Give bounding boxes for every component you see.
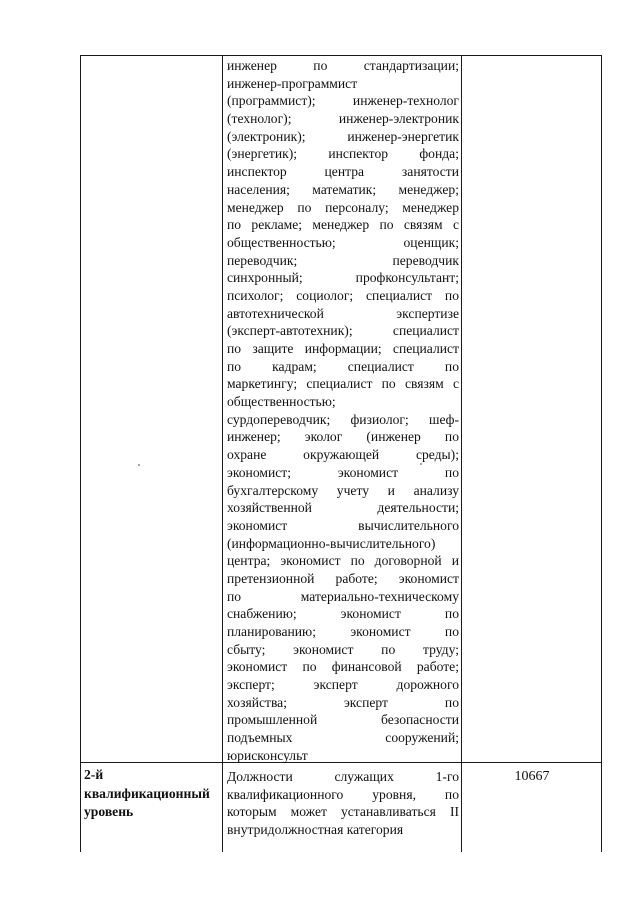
- text-line: эксперт; эксперт дорожного: [227, 677, 459, 693]
- text-line: инженер-программист: [227, 75, 358, 91]
- text-line: по кадрам; специалист по: [227, 358, 459, 374]
- text-line: сбыту; экономист по труду;: [227, 641, 459, 657]
- text-line: подъемных сооружений;: [227, 730, 459, 746]
- text-line: Должности служащих 1-го: [227, 769, 459, 784]
- text-line: инженер; эколог (инженер по: [227, 429, 459, 445]
- text-line: квалификационного уровня, по: [227, 786, 459, 802]
- text-line: экономист вычислительного: [227, 517, 459, 533]
- scan-speck: [420, 463, 422, 465]
- qualification-level-label: 2-й квалификационный уровень: [84, 767, 210, 819]
- text-line: населения; математик; менеджер;: [227, 181, 459, 197]
- text-line: по материально-техническому: [227, 588, 459, 604]
- text-line: бухгалтерскому учету и анализу: [227, 482, 459, 498]
- scan-speck: [138, 464, 140, 466]
- table-border-right: [601, 55, 602, 852]
- text-line: (информационно-вычислительного): [227, 535, 436, 551]
- table-border-top: [80, 55, 602, 56]
- table-border-left: [80, 55, 81, 852]
- text-line: общественностью;: [227, 394, 336, 410]
- text-line: (программист); инженер-технолог: [227, 93, 459, 109]
- text-line: сурдопереводчик; физиолог; шеф-: [227, 411, 459, 427]
- text-line: планированию; экономист по: [227, 624, 459, 639]
- salary-value: 10667: [514, 769, 550, 784]
- text-line: (энергетик); инспектор фонда;: [227, 146, 459, 162]
- text-line: менеджер по персоналу; менеджер: [227, 199, 459, 215]
- text-line: охране окружающей среды);: [227, 447, 459, 463]
- text-line: снабжению; экономист по: [227, 606, 459, 622]
- text-line: инспектор центра занятости: [227, 164, 459, 180]
- text-line: общественностью; оценщик;: [227, 234, 459, 250]
- text-line: юрисконсульт: [227, 747, 308, 763]
- positions-list-cell: [227, 57, 459, 765]
- qualification-description-cell: [227, 768, 459, 839]
- text-line: переводчик; переводчик: [227, 252, 459, 268]
- text-line: претензионной работе; экономист: [227, 570, 459, 586]
- text-line: центра; экономист по договорной и: [227, 553, 459, 569]
- text-line: маркетингу; специалист по связям с: [227, 376, 459, 392]
- text-line: по рекламе; менеджер по связям с: [227, 217, 459, 233]
- text-line: промышленной безопасности: [227, 712, 459, 728]
- text-line: экономист; экономист по: [227, 464, 459, 480]
- text-line: инженер по стандартизации;: [227, 58, 459, 73]
- text-line: синхронный; профконсультант;: [227, 270, 459, 286]
- text-line: (электроник); инженер-энергетик: [227, 128, 459, 144]
- text-line: хозяйства; эксперт по: [227, 694, 459, 710]
- text-line: хозяйственной деятельности;: [227, 500, 459, 516]
- text-line: внутридолжностная категория: [227, 822, 404, 838]
- text-line: (эксперт-автотехник); специалист: [227, 323, 459, 339]
- table-border-col1: [222, 55, 223, 852]
- text-line: по защите информации; специалист: [227, 341, 459, 356]
- table-border-col2: [461, 55, 462, 852]
- text-line: которым может устанавливаться II: [227, 804, 459, 820]
- text-line: (технолог); инженер-электроник: [227, 111, 459, 127]
- text-line: экономист по финансовой работе;: [227, 659, 459, 675]
- text-line: автотехнической экспертизе: [227, 305, 459, 321]
- text-line: психолог; социолог; специалист по: [227, 287, 459, 303]
